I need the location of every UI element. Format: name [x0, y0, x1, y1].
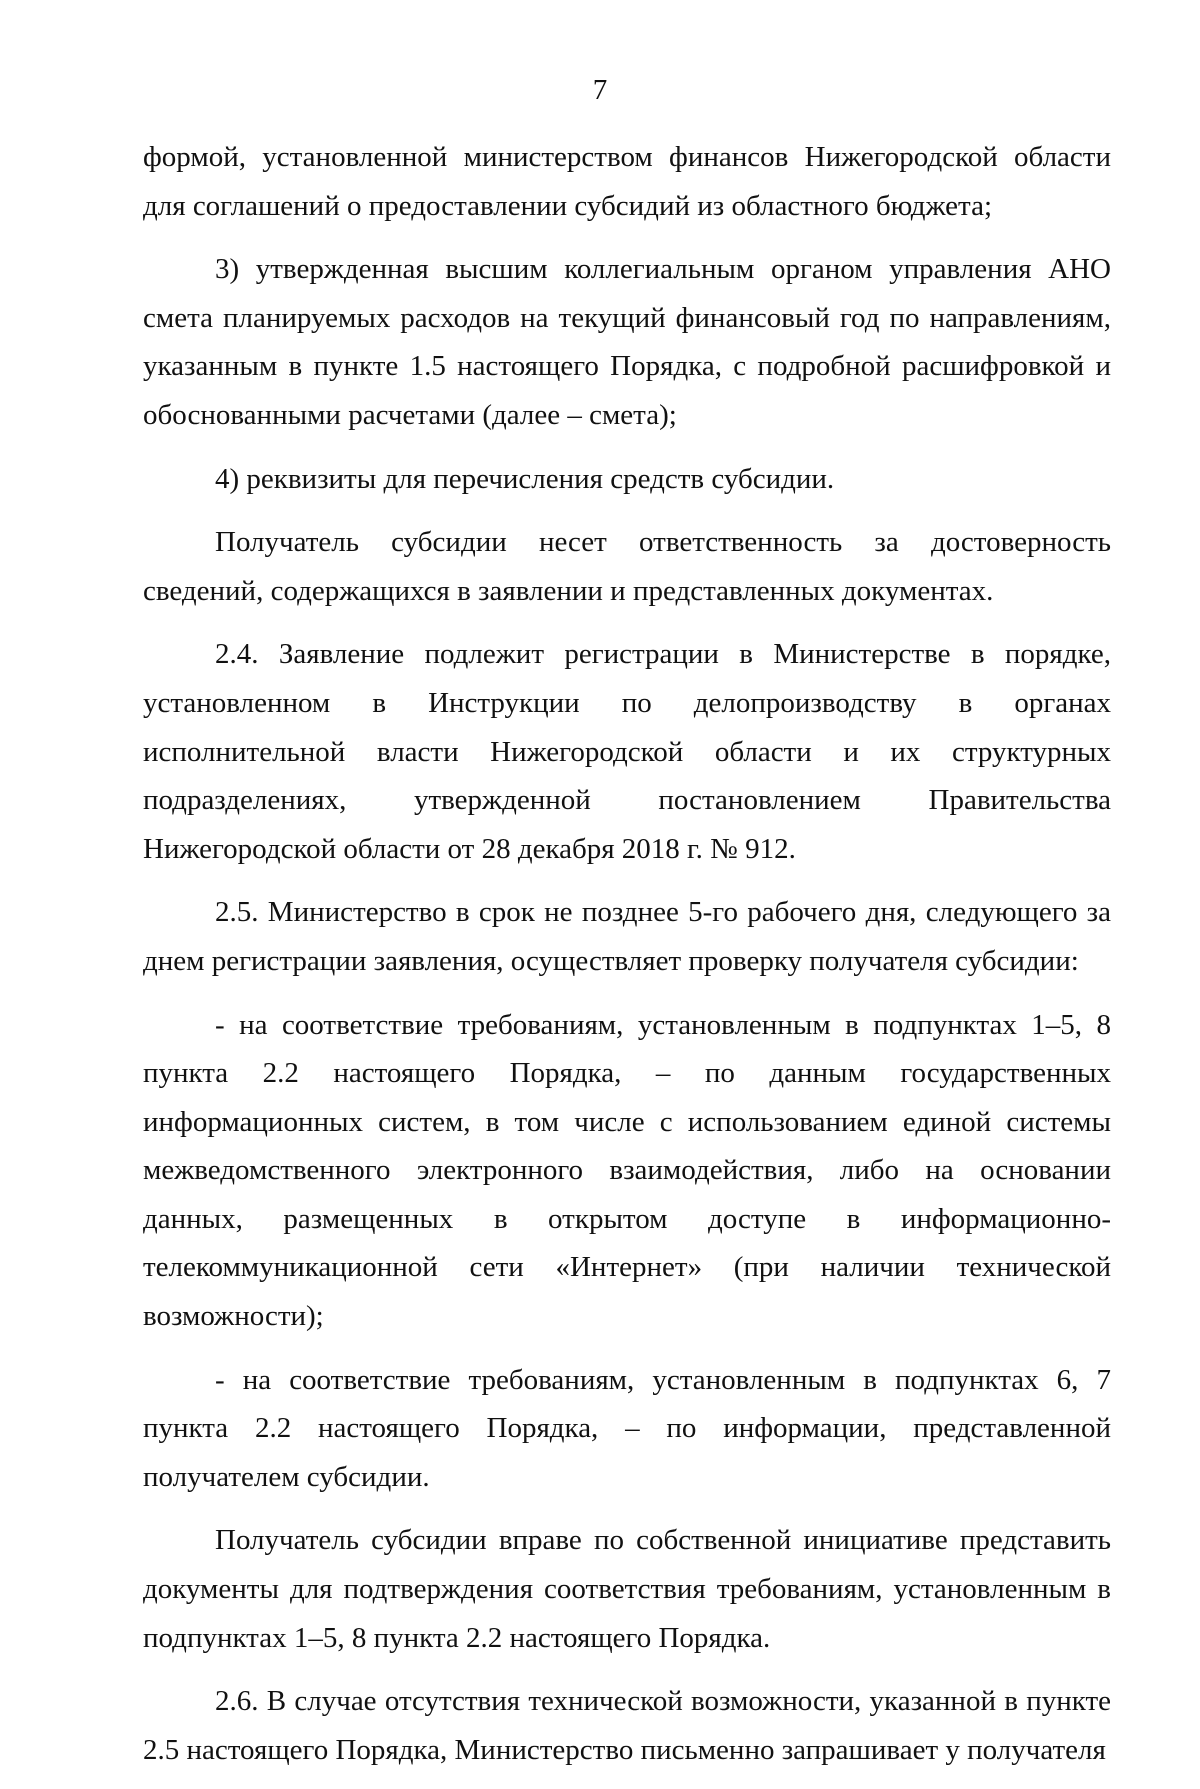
paragraph-check-items-1-5-8: - на соответствие требованиям, установленным в подпунктах 1–5, 8 пункта 2.2 настоящего Порядка, – по данным государственных информационных систем, в том числе с использованием единой системы межведомственного электронного взаимодействия, либо на основании данных, размещенных в открытом доступе в информационно-телекоммуникационной сети «Интернет» (при наличии технической возможности);: [143, 1008, 1111, 1333]
paragraph-recipient-responsibility: Получатель субсидии несет ответственность за достоверность сведений, содержащихся в заявлении и представленных документах.: [143, 526, 1111, 607]
paragraph-item-4-requisites: 4) реквизиты для перечисления средств субсидии.: [215, 462, 835, 495]
paragraph-2-4-registration: 2.4. Заявление подлежит регистрации в Министерстве в порядке, установленном в Инструкции по делопроизводству в органах исполнительной власти Нижегородской области и их структурных подразделениях, утвержденной постановлением Правительства Нижегородской области от 28 декабря 2018 г. № 912.: [143, 638, 1111, 865]
paragraph-own-initiative: Получатель субсидии вправе по собственной инициативе представить документы для подтверждения соответствия требованиям, установленным в подпунктах 1–5, 8 пункта 2.2 настоящего Порядка.: [143, 1524, 1111, 1654]
paragraph-item-3-estimate: 3) утвержденная высшим коллегиальным органом управления АНО смета планируемых расходов на текущий финансовый год по направлениям, указанным в пункте 1.5 настоящего Порядка, с подробной расшифровкой и обоснованными расчетами (далее – смета);: [143, 253, 1111, 431]
paragraph-2-6-no-technical-possibility: 2.6. В случае отсутствия технической возможности, указанной в пункте 2.5 настоящего Порядка, Министерство письменно запрашивает у получателя: [143, 1685, 1111, 1766]
paragraph-form-continuation: формой, установленной министерством финансов Нижегородской области для соглашений о предоставлении субсидий из областного бюджета;: [143, 141, 1111, 222]
document-body: [143, 133, 1111, 1789]
paragraph-2-5-verification: 2.5. Министерство в срок не позднее 5-го рабочего дня, следующего за днем регистрации заявления, осуществляет проверку получателя субсидии:: [143, 896, 1111, 977]
paragraph-check-items-6-7: - на соответствие требованиям, установленным в подпунктах 6, 7 пункта 2.2 настоящего Порядка, – по информации, представленной получателем субсидии.: [143, 1363, 1111, 1493]
page-number: 7: [592, 74, 608, 106]
